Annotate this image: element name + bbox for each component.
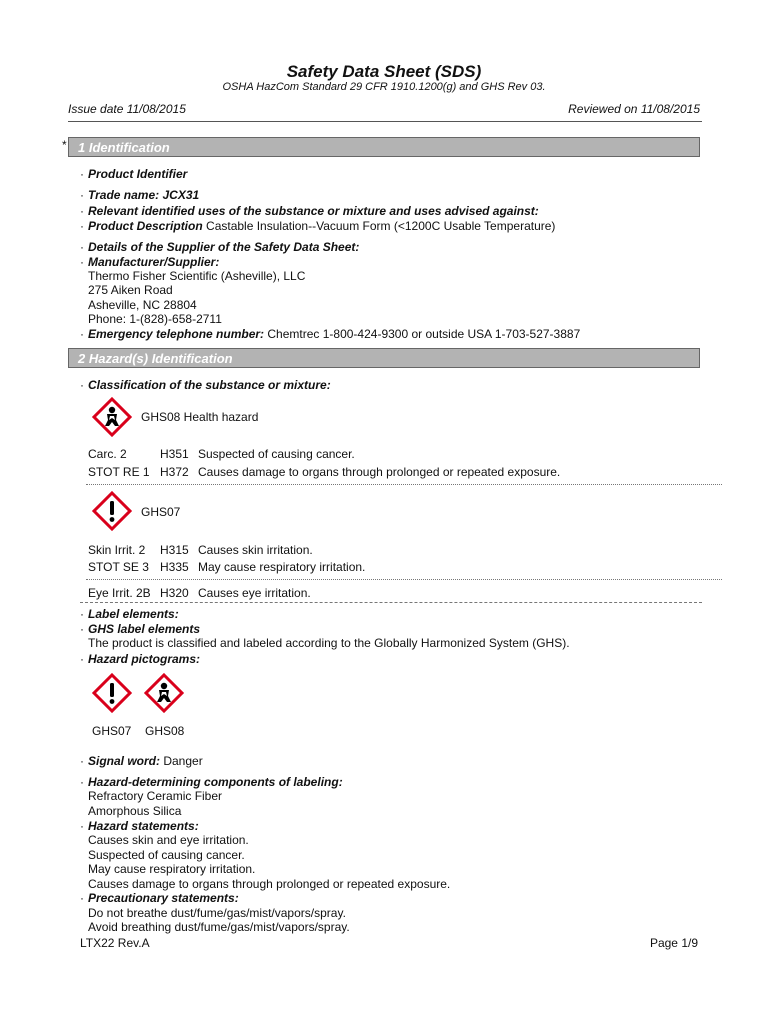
product-description-label: Product Description: [88, 219, 203, 233]
label-elements-line: · Label elements:: [80, 607, 179, 621]
hazard-text: Suspected of causing cancer.: [198, 447, 355, 461]
hazard-text: Causes damage to organs through prolonged or repeated exposure.: [198, 465, 561, 479]
signal-word-value: Danger: [163, 754, 203, 768]
classification-line: · Classification of the substance or mixture:: [80, 378, 331, 392]
hazard-pictograms-line: · Hazard pictograms:: [80, 652, 201, 666]
document-code: LTX22 Rev.A: [80, 936, 150, 950]
hazard-statement: Suspected of causing cancer.: [88, 848, 245, 862]
hazard-code: H351: [160, 447, 189, 461]
relevant-uses-line: · Relevant identified uses of the substance or mixture and uses advised against:: [80, 204, 539, 218]
product-description-value: Castable Insulation--Vacuum Form (<1200C Usable Temperature): [206, 219, 556, 233]
hazard-statements-label: Hazard statements:: [88, 819, 199, 833]
page-number: Page 1/9: [649, 936, 698, 950]
hazard-code: H320: [160, 586, 189, 600]
header-divider: [68, 121, 702, 122]
hazard-pictograms-label: Hazard pictograms:: [88, 652, 201, 666]
manufacturer-line: · Manufacturer/Supplier:: [80, 255, 220, 269]
product-identifier-line: · Product Identifier: [80, 167, 188, 181]
hazard-class: STOT SE 3: [88, 560, 149, 574]
hazard-class: Carc. 2: [88, 447, 127, 461]
trade-name-line: · Trade name: JCX31: [80, 188, 200, 202]
hazard-text: Causes eye irritation.: [198, 586, 311, 600]
hazard-components-line: · Hazard-determining components of labeling:: [80, 775, 343, 789]
signal-word-label: Signal word:: [88, 754, 160, 768]
emergency-value: Chemtrec 1-800-424-9300 or outside USA 1-703-527-3887: [267, 327, 581, 341]
issue-date: Issue date 11/08/2015: [68, 102, 186, 116]
ghs07-exclamation-icon: [92, 673, 132, 713]
hazard-code: H372: [160, 465, 189, 479]
hazard-text: May cause respiratory irritation.: [198, 560, 366, 574]
supplier-details-label: Details of the Supplier of the Safety Data Sheet:: [88, 240, 360, 254]
precautionary-statement: Avoid breathing dust/fume/gas/mist/vapors/spray.: [88, 920, 350, 934]
emergency-label: Emergency telephone number:: [88, 327, 265, 341]
section-heading-hazards: [68, 348, 700, 368]
ghs-label-elements-line: · GHS label elements: [80, 622, 201, 636]
hazard-class: Eye Irrit. 2B: [88, 586, 151, 600]
hazard-components-label: Hazard-determining components of labeling:: [88, 775, 343, 789]
ghs08-health-hazard-icon: [144, 673, 184, 713]
document-title: Safety Data Sheet (SDS): [286, 62, 482, 81]
dotted-divider: [86, 484, 722, 485]
address-line: 275 Aiken Road: [88, 283, 173, 297]
signal-word-line: · Signal word: Danger: [80, 754, 203, 768]
hazard-statements-line: · Hazard statements:: [80, 819, 199, 833]
hazard-code: H315: [160, 543, 189, 557]
label-elements-label: Label elements:: [88, 607, 179, 621]
supplier-details-line: · Details of the Supplier of the Safety Data Sheet:: [80, 240, 360, 254]
ghs-statement: The product is classified and labeled according to the Globally Harmonized System (GHS).: [88, 636, 570, 650]
dotted-divider: [86, 579, 722, 580]
address-line: Asheville, NC 28804: [88, 298, 197, 312]
ghs-label-elements-label: GHS label elements: [88, 622, 201, 636]
pictogram-caption: GHS07: [92, 724, 132, 738]
dashed-divider: [80, 602, 702, 603]
hazard-code: H335: [160, 560, 189, 574]
hazard-component: Refractory Ceramic Fiber: [88, 789, 223, 803]
section-heading-identification: [68, 137, 700, 157]
hazard-text: Causes skin irritation.: [198, 543, 313, 557]
ghs08-label: GHS08 Health hazard: [141, 410, 259, 424]
section-heading-text: 1 Identification: [78, 140, 170, 155]
emergency-line: · Emergency telephone number: Chemtrec 1-800-424-9300 or outside USA 1-703-527-3887: [80, 327, 581, 341]
reviewed-date: Reviewed on 11/08/2015: [568, 102, 700, 116]
document-subtitle: OSHA HazCom Standard 29 CFR 1910.1200(g) and GHS Rev 03.: [222, 81, 546, 93]
hazard-component: Amorphous Silica: [88, 804, 182, 818]
hazard-statement: May cause respiratory irritation.: [88, 862, 256, 876]
ghs07-exclamation-icon: [92, 491, 132, 531]
product-identifier-label: Product Identifier: [88, 167, 188, 181]
hazard-statement: Causes skin and eye irritation.: [88, 833, 249, 847]
product-description-line: · Product Description Castable Insulation--Vacuum Form (<1200C Usable Temperature): [80, 219, 556, 233]
ghs07-label: GHS07: [141, 505, 181, 519]
hazard-class: Skin Irrit. 2: [88, 543, 146, 557]
precautionary-label: Precautionary statements:: [88, 891, 239, 905]
precautionary-statement: Do not breathe dust/fume/gas/mist/vapors/spray.: [88, 906, 346, 920]
revision-star: *: [62, 138, 67, 152]
address-line: Thermo Fisher Scientific (Asheville), LLC: [88, 269, 306, 283]
classification-label: Classification of the substance or mixture:: [88, 378, 331, 392]
address-line: Phone: 1-(828)-658-2711: [88, 312, 222, 326]
relevant-uses-label: Relevant identified uses of the substance or mixture and uses advised against:: [88, 204, 539, 218]
ghs08-health-hazard-icon: [92, 397, 132, 437]
trade-name: Trade name: JCX31: [88, 188, 200, 202]
hazard-class: STOT RE 1: [88, 465, 150, 479]
section-heading-text: 2 Hazard(s) Identification: [78, 351, 233, 366]
manufacturer-label: Manufacturer/Supplier:: [88, 255, 220, 269]
precautionary-line: · Precautionary statements:: [80, 891, 239, 905]
hazard-statement: Causes damage to organs through prolonged or repeated exposure.: [88, 877, 451, 891]
pictogram-caption: GHS08: [145, 724, 185, 738]
